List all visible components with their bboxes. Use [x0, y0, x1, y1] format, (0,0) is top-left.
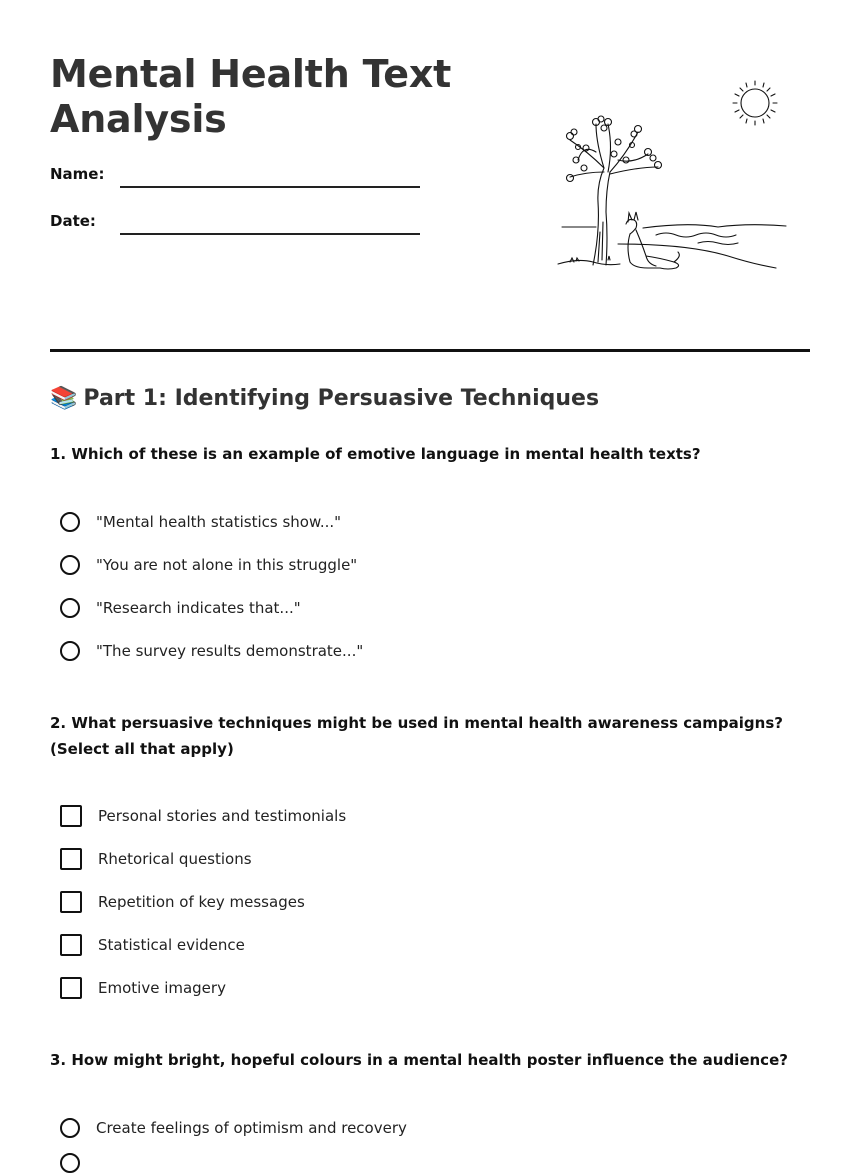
sun-icon [733, 81, 777, 125]
q2-option-5[interactable]: Emotive imagery [60, 975, 226, 1001]
checkbox[interactable] [60, 891, 82, 913]
name-label: Name: [50, 165, 105, 183]
section-heading-part-1: 📚 Part 1: Identifying Persuasive Techniques [50, 386, 600, 411]
kangaroo-icon [626, 212, 679, 269]
checkbox[interactable] [60, 848, 82, 870]
radio-button[interactable] [60, 555, 80, 575]
question-1: 1. Which of these is an example of emotive language in mental health texts? [50, 445, 701, 463]
q1-option-4[interactable]: "The survey results demonstrate..." [60, 638, 363, 664]
radio-button[interactable] [60, 598, 80, 618]
q3-option-2[interactable] [60, 1150, 96, 1176]
date-field[interactable] [120, 233, 420, 235]
question-3: 3. How might bright, hopeful colours in a mental health poster influence the audience? [50, 1051, 788, 1069]
q2-option-3[interactable]: Repetition of key messages [60, 889, 305, 915]
section-divider [50, 349, 810, 352]
name-field[interactable] [120, 186, 420, 188]
radio-button[interactable] [60, 1153, 80, 1173]
q1-option-3[interactable]: "Research indicates that..." [60, 595, 301, 621]
q3-option-1[interactable]: Create feelings of optimism and recovery [60, 1115, 407, 1141]
q2-option-1[interactable]: Personal stories and testimonials [60, 803, 346, 829]
q1-option-1[interactable]: "Mental health statistics show..." [60, 509, 341, 535]
question-2: 2. What persuasive techniques might be used in mental health awareness campaigns? (Select all that apply) [50, 714, 783, 758]
blossom-cluster [567, 116, 662, 182]
radio-button[interactable] [60, 1118, 80, 1138]
checkbox[interactable] [60, 934, 82, 956]
radio-button[interactable] [60, 512, 80, 532]
tree-kangaroo-beach-sun-illustration [548, 72, 798, 277]
q2-option-2[interactable]: Rhetorical questions [60, 846, 252, 872]
date-label: Date: [50, 212, 96, 230]
q1-option-2[interactable]: "You are not alone in this struggle" [60, 552, 357, 578]
worksheet-title: Mental Health Text Analysis [50, 52, 452, 141]
checkbox[interactable] [60, 805, 82, 827]
q2-option-4[interactable]: Statistical evidence [60, 932, 245, 958]
books-icon: 📚 [50, 386, 78, 411]
radio-button[interactable] [60, 641, 80, 661]
checkbox[interactable] [60, 977, 82, 999]
